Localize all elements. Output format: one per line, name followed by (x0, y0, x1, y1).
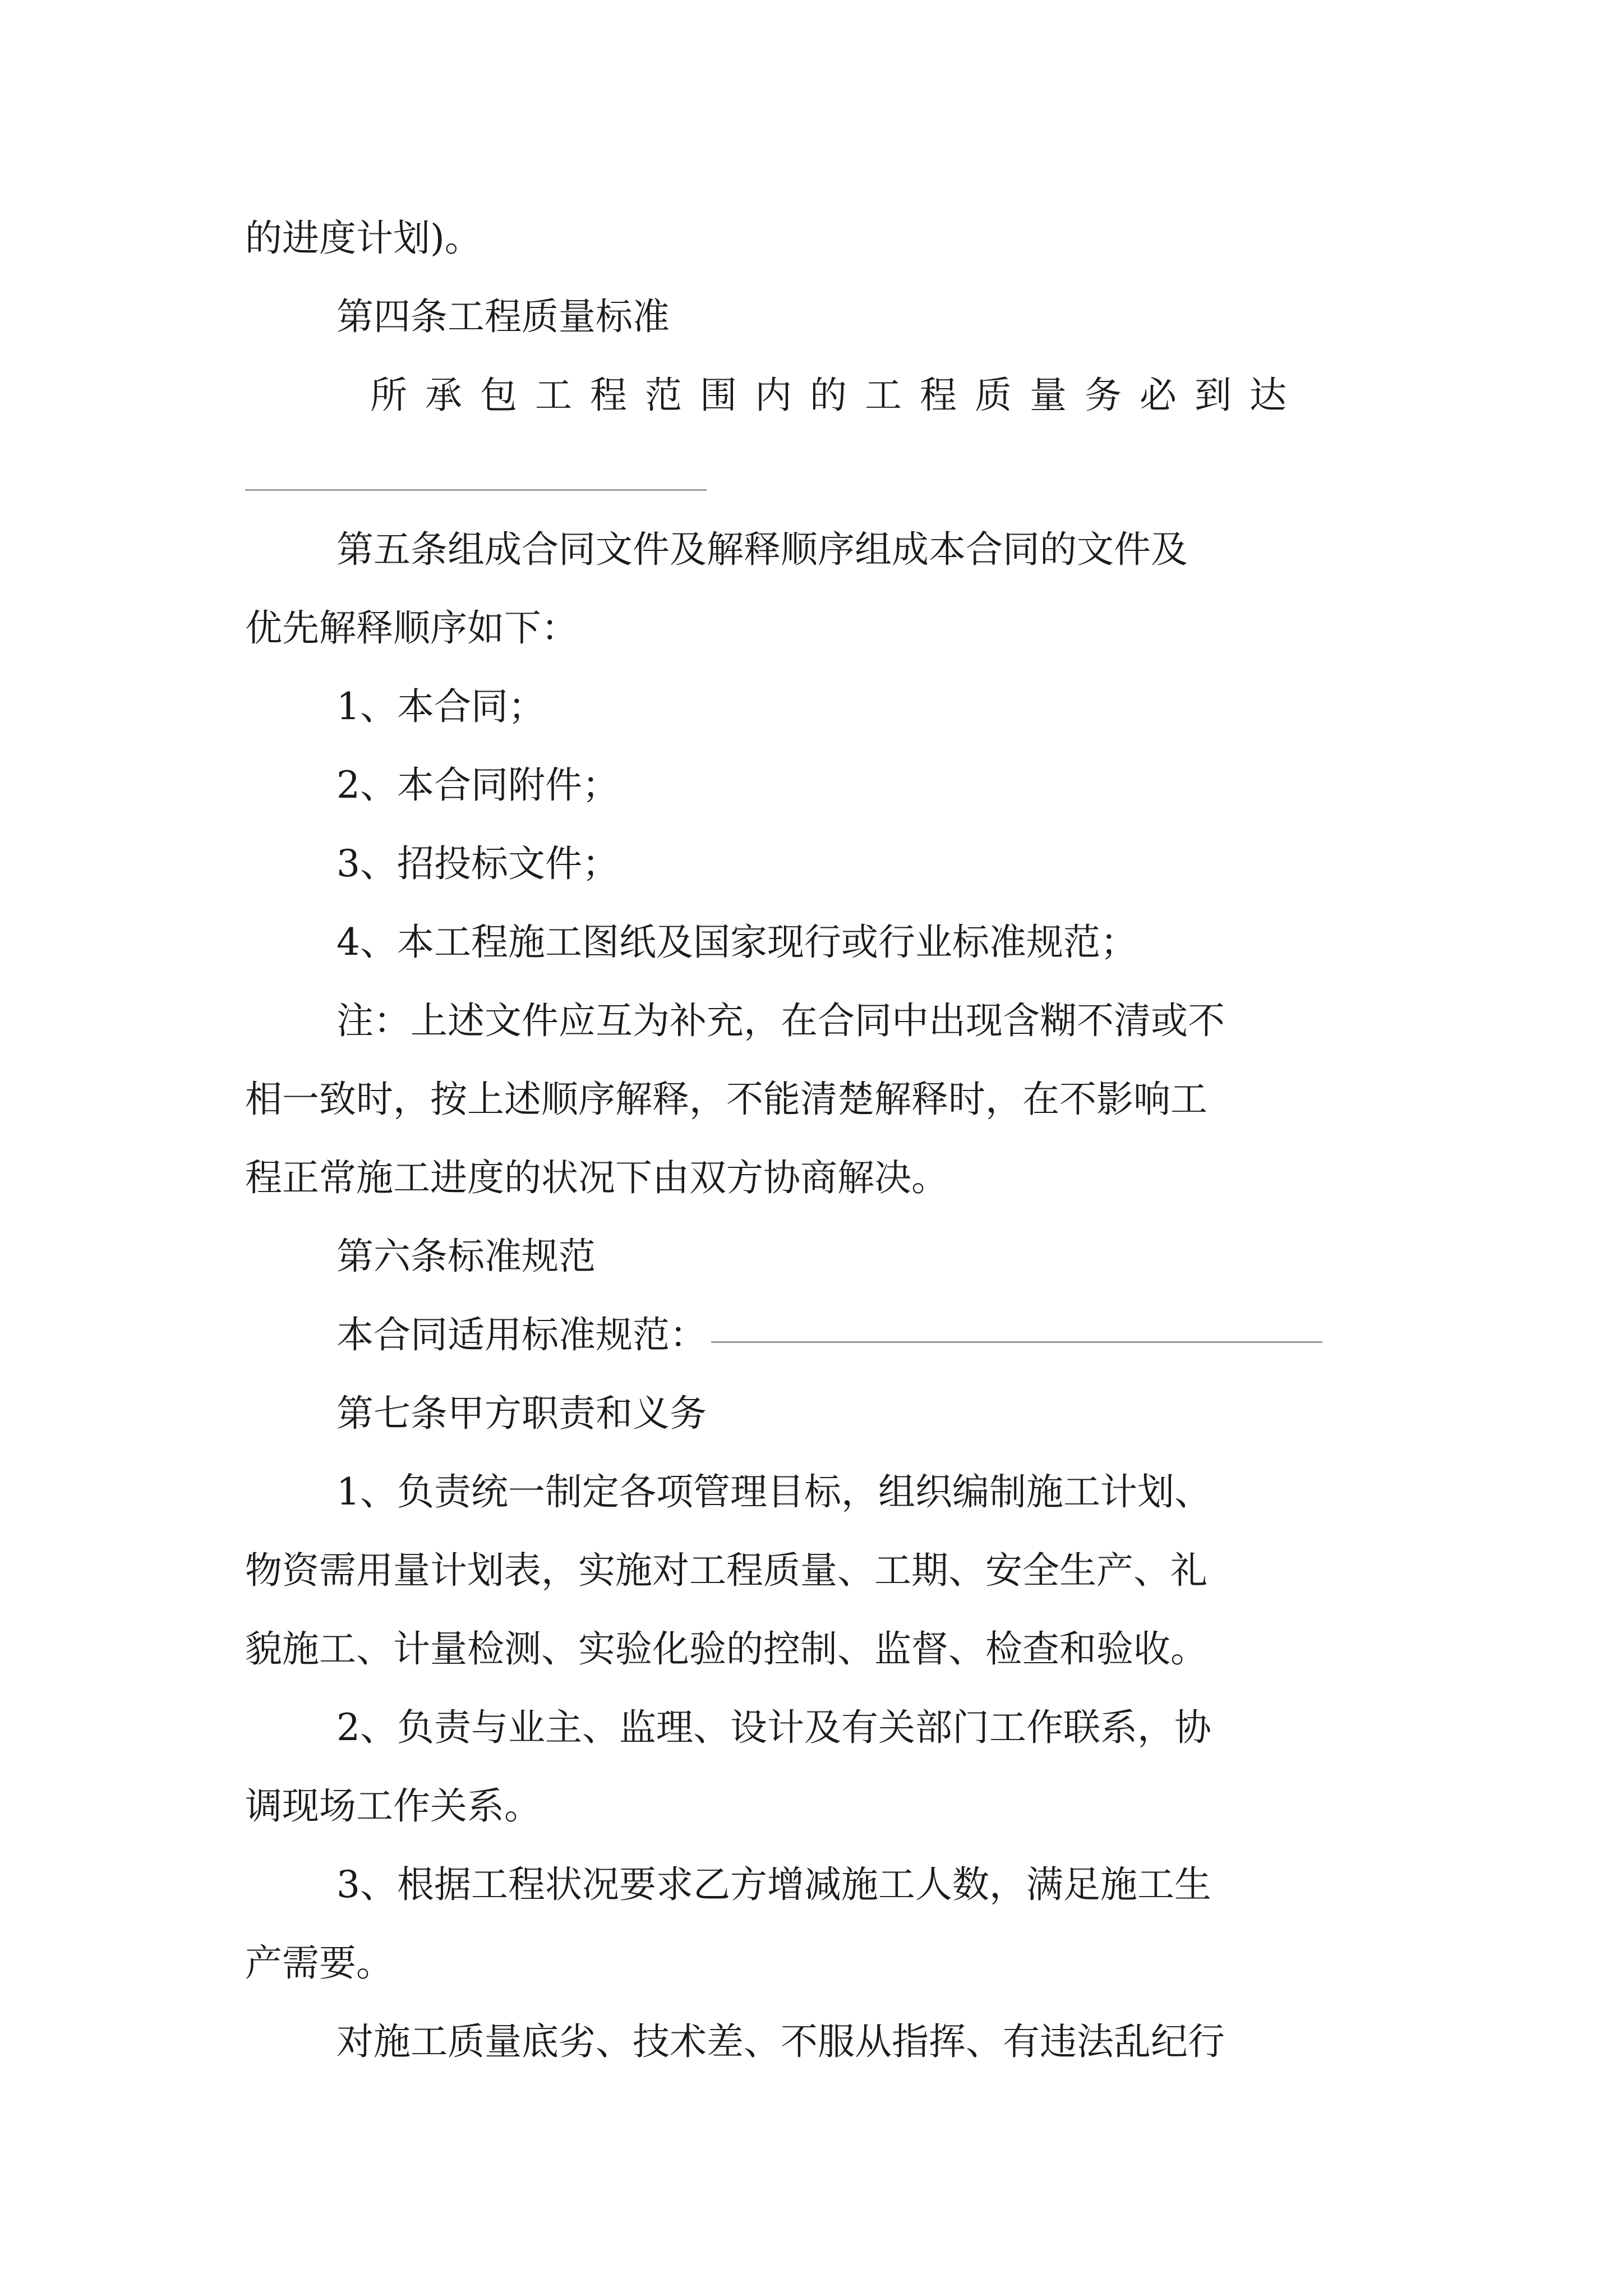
text-line: 优先解释顺序如下： (245, 606, 578, 650)
clause-heading: 第五条组成合同文件及解释顺序组成本合同的文件及 (336, 528, 1188, 571)
list-item: 4、本工程施工图纸及国家现行或行业标准规范； (336, 921, 1137, 964)
clause-heading: 第六条标准规范 (336, 1235, 596, 1278)
text-line: 对施工质量底劣、技术差、不服从指挥、有违法乱纪行 (336, 2020, 1225, 2063)
clause-heading: 第四条工程质量标准 (336, 295, 670, 338)
standards-label: 本合同适用标准规范： (336, 1313, 707, 1356)
text-line: 产需要。 (245, 1941, 393, 1985)
fill-in-blank-line (711, 1341, 1322, 1343)
list-item: 2、本合同附件； (336, 763, 619, 807)
text-line: 调现场工作关系。 (245, 1784, 541, 1828)
list-item: 3、根据工程状况要求乙方增减施工人数，满足施工生 (336, 1863, 1211, 1906)
list-item: 3、招投标文件； (336, 842, 619, 885)
text-line: 所承包工程范围内的工程质量务必到达 (370, 374, 1304, 417)
text-line: 的进度计划)。 (245, 217, 482, 260)
text-line: 程正常施工进度的状况下由双方协商解决。 (245, 1156, 948, 1199)
text-line: 注：上述文件应互为补充，在合同中出现含糊不清或不 (336, 999, 1225, 1042)
text-line: 相一致时，按上述顺序解释，不能清楚解释时，在不影响工 (245, 1078, 1207, 1121)
list-item: 1、负责统一制定各项管理目标，组织编制施工计划、 (336, 1470, 1211, 1513)
list-item: 1、本合同； (336, 685, 545, 728)
text-line (336, 1310, 1384, 1360)
clause-heading: 第七条甲方职责和义务 (336, 1392, 707, 1435)
list-item: 2、负责与业主、监理、设计及有关部门工作联系，协 (336, 1706, 1211, 1749)
text-line: 物资需用量计划表，实施对工程质量、工期、安全生产、礼 (245, 1549, 1207, 1592)
fill-in-blank-line (245, 489, 707, 491)
text-line: 貌施工、计量检测、实验化验的控制、监督、检查和验收。 (245, 1627, 1207, 1671)
